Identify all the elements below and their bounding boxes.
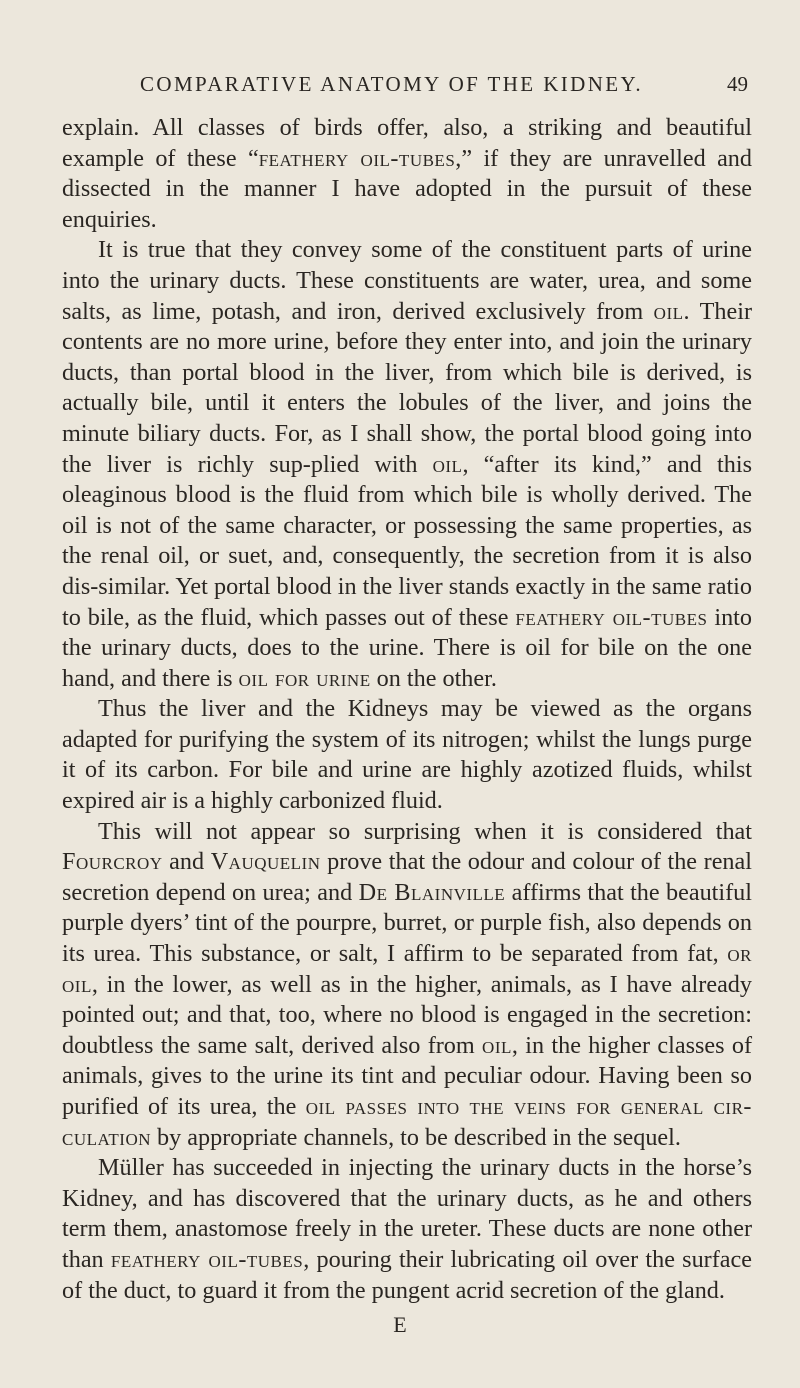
text-run: Müller has succeeded in injecting the urinary ducts in the horse’s Kidney, and has discovered that the urinary ducts, as he and others term them, anastomose freely in the ureter. These ducts are none other than — [62, 1154, 752, 1273]
text-run: explain. All classes of birds offer, also, a striking and beautiful example of these “ — [62, 114, 752, 172]
running-head — [62, 72, 748, 100]
running-title: COMPARATIVE ANATOMY OF THE KIDNEY. — [140, 72, 644, 96]
text-run: into the urinary ducts, does to the urine. There is oil for bile on the one hand, and there is — [62, 603, 752, 692]
small-caps-text: Vauquelin — [210, 848, 321, 876]
small-caps-text: feathery oil-tubes — [515, 603, 708, 631]
text-run: by appropriate channels, to be described in the sequel. — [151, 1123, 681, 1151]
text-run: affirms that the beautiful purple dyers’ tint of the pourpre, burret, or purple fish, also depends on its urea. This substance, or salt, I affirm to be separated from fat, — [62, 878, 752, 968]
paragraph — [62, 235, 752, 694]
text-run: on the other. — [370, 664, 497, 692]
text-run: . Their contents are no more urine, before they enter into, and join the urinary ducts, than portal blood in the liver, from which bile is derived, is actually bile, until it enters the lobules of the liver, and joins the minute biliary ducts. For, as I shall show, the portal blood going into the liver is richly sup-plied with — [62, 297, 752, 478]
small-caps-text: De Blainville — [358, 878, 506, 906]
small-caps-text: oil — [432, 450, 463, 478]
paragraph — [62, 1153, 752, 1306]
small-caps-text: oil passes into the veins for general cir-culation — [62, 1093, 752, 1151]
text-run: , “after its kind,” and this oleaginous blood is the fluid from which bile is wholly derived. The oil is not of the same character, or possessing the same properties, as the renal oil, or suet, and, consequently, the secretion from it is also dis-similar. Yet portal blood in the liver stands exactly in the same ratio to bile, as the fluid, which passes out of these — [62, 450, 752, 631]
text-run: ,” if they are unravelled and dissected in the manner I have adopted in the pursuit of these enquiries. — [62, 144, 752, 233]
text-run: , in the lower, as well as in the higher, animals, as I have already pointed out; and that, too, where no blood is engaged in the secretion: doubtless the same salt, derived also from — [62, 970, 752, 1059]
small-caps-text: oil — [653, 297, 684, 325]
paragraph — [62, 817, 752, 1154]
paragraph — [62, 113, 752, 235]
small-caps-text: feathery oil-tubes — [110, 1245, 304, 1273]
paragraph — [62, 694, 752, 816]
small-caps-text: oil — [482, 1031, 512, 1059]
text-run: , pouring their lubricating oil over the surface of the duct, to guard it from the pungent acrid secretion of the gland. — [62, 1245, 752, 1304]
small-caps-text: oil for urine — [238, 664, 371, 692]
body-text — [62, 113, 752, 1306]
small-caps-text: feathery oil-tubes — [258, 144, 456, 172]
text-run: This will not appear so surprising when it is considered that — [98, 817, 752, 845]
text-run: prove that the odour and colour of the renal secretion depend on urea; and — [62, 848, 752, 906]
text-run: Thus the liver and the Kidneys may be viewed as the organs adapted for purifying the system of its nitrogen; whilst the lungs purge it of its carbon. For bile and urine are highly azotized fluids, whilst expired air is a highly carbonized fluid. — [62, 695, 752, 815]
text-run: , in the higher classes of animals, gives to the urine its tint and peculiar odour. Having been so purified of its urea, the — [62, 1031, 753, 1120]
page-number: 49 — [727, 72, 748, 96]
small-caps-text: or oil — [62, 940, 752, 998]
text-run: and — [162, 848, 211, 876]
small-caps-text: Fourcroy — [62, 848, 163, 876]
text-run: It is true that they convey some of the constituent parts of urine into the urinary ducts. These constituents are water, urea, and some salts, as lime, potash, and iron, derived exclusively from — [62, 236, 752, 325]
signature-mark: E — [393, 1312, 407, 1337]
